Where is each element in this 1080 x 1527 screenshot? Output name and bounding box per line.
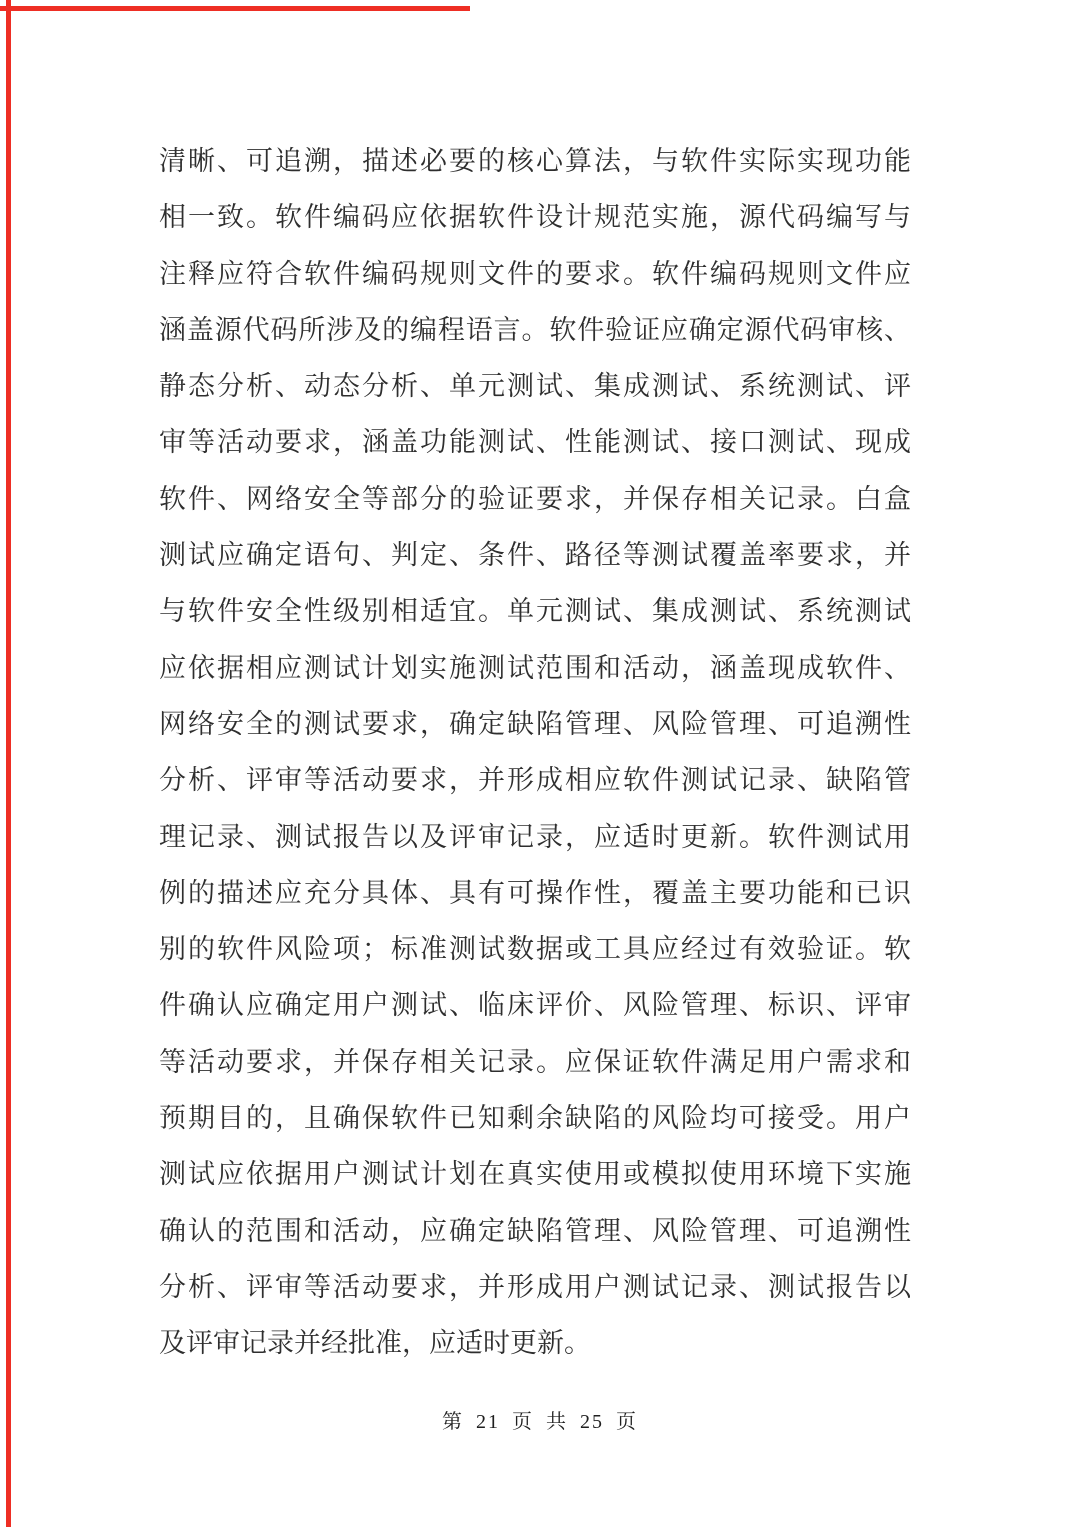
text-line: 及评审记录并经批准，应适时更新。 (159, 1328, 591, 1359)
text-line: 测试应确定语句、判定、条件、路径等测试覆盖率要求，并 (159, 540, 911, 571)
text-line: 测试应依据用户测试计划在真实使用或模拟使用环境下实施 (159, 1159, 911, 1190)
text-line: 例的描述应充分具体、具有可操作性，覆盖主要功能和已识 (159, 877, 911, 908)
text-line: 分析、评审等活动要求，并形成用户测试记录、测试报告以 (159, 1271, 911, 1302)
page-number-label: 第 21 页 共 25 页 (442, 1411, 638, 1433)
page-footer (0, 1408, 1080, 1436)
red-margin-line-vertical (6, 0, 11, 1527)
text-line: 件确认应确定用户测试、临床评价、风险管理、标识、评审 (159, 990, 911, 1021)
text-line: 与软件安全性级别相适宜。单元测试、集成测试、系统测试 (159, 596, 911, 627)
text-line: 应依据相应测试计划实施测试范围和活动，涵盖现成软件、 (159, 652, 911, 683)
body-text (159, 133, 911, 1372)
text-line: 分析、评审等活动要求，并形成相应软件测试记录、缺陷管 (159, 765, 911, 796)
text-line: 确认的范围和活动，应确定缺陷管理、风险管理、可追溯性 (159, 1215, 911, 1246)
text-line: 相一致。软件编码应依据软件设计规范实施，源代码编写与 (159, 202, 911, 233)
text-line: 涵盖源代码所涉及的编程语言。软件验证应确定源代码审核、 (159, 314, 911, 345)
text-line: 软件、网络安全等部分的验证要求，并保存相关记录。白盒 (159, 483, 911, 514)
text-line: 审等活动要求，涵盖功能测试、性能测试、接口测试、现成 (159, 427, 911, 458)
text-line: 别的软件风险项；标准测试数据或工具应经过有效验证。软 (159, 934, 911, 965)
text-line: 预期目的，且确保软件已知剩余缺陷的风险均可接受。用户 (159, 1103, 911, 1134)
text-line: 等活动要求，并保存相关记录。应保证软件满足用户需求和 (159, 1046, 911, 1077)
text-line: 静态分析、动态分析、单元测试、集成测试、系统测试、评 (159, 371, 911, 402)
text-line: 理记录、测试报告以及评审记录，应适时更新。软件测试用 (159, 821, 911, 852)
red-margin-line-horizontal (0, 6, 470, 11)
text-line: 清晰、可追溯，描述必要的核心算法，与软件实际实现功能 (159, 146, 911, 176)
text-line: 网络安全的测试要求，确定缺陷管理、风险管理、可追溯性 (159, 708, 911, 739)
text-line: 注释应符合软件编码规则文件的要求。软件编码规则文件应 (159, 258, 911, 289)
